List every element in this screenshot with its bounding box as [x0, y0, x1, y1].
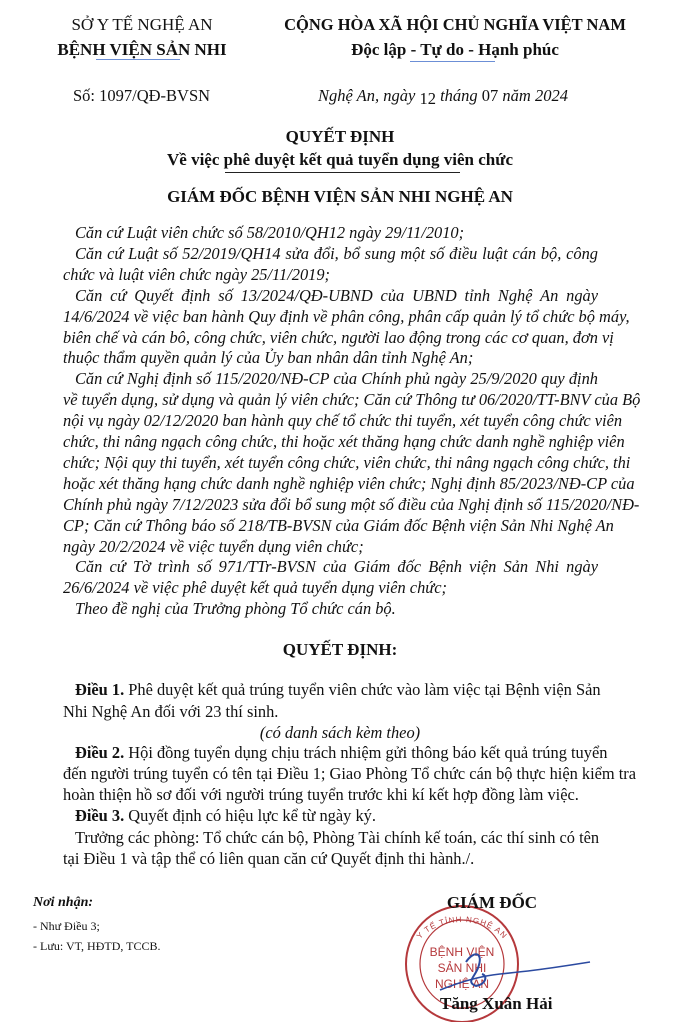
document-subject: Về việc phê duyệt kết quả tuyển dụng viên chức — [167, 150, 513, 169]
date-month-label: tháng — [440, 86, 478, 105]
signer-name: Tăng Xuân Hải — [440, 994, 553, 1013]
preamble-line: Căn cứ Luật viên chức số 58/2010/QH12 ngày 29/11/2010; — [75, 223, 465, 242]
document-type: QUYẾT ĐỊNH — [285, 127, 395, 146]
preamble-line: Căn cứ Nghị định số 115/2020/NĐ-CP của Chính phủ ngày 25/9/2020 quy định — [75, 369, 598, 389]
stamp-center-text — [430, 944, 495, 991]
svg-text:NGHỆ AN: NGHỆ AN — [434, 977, 490, 991]
issuing-authority: GIÁM ĐỐC BỆNH VIỆN SẢN NHI NGHỆ AN — [167, 187, 513, 206]
document-date — [318, 86, 568, 106]
preamble-line: Căn cứ Quyết định số 13/2024/QĐ-UBND của UBND tỉnh Nghệ An ngày — [75, 285, 598, 305]
article-1-text: Phê duyệt kết quả trúng tuyển viên chức vào làm việc tại Bệnh viện Sản — [128, 680, 601, 699]
recipients-heading: Nơi nhận: — [33, 895, 94, 910]
article-3-line-1 — [75, 806, 598, 826]
agency-name: SỞ Y TẾ NGHỆ AN — [71, 15, 213, 34]
article-2-line-1 — [75, 743, 608, 763]
svg-text:SẢN NHI: SẢN NHI — [437, 961, 487, 975]
article-1-line-1 — [75, 680, 601, 700]
national-title: CỘNG HÒA XÃ HỘI CHỦ NGHĨA VIỆT NAM — [284, 15, 626, 34]
preamble-line: ngày 20/2/2024 về việc tuyển dụng viên chức; — [63, 536, 364, 556]
article-3-text: Quyết định có hiệu lực kể từ ngày ký. — [128, 806, 376, 825]
preamble-line: Căn cứ Luật số 52/2019/QH14 sửa đổi, bổ sung một số điều luật cán bộ, công — [75, 243, 598, 263]
national-motto: Độc lập - Tự do - Hạnh phúc — [351, 40, 559, 59]
article-3-line-2: Trưởng các phòng: Tổ chức cán bộ, Phòng Tài chính kế toán, các thí sinh có tên — [75, 828, 600, 847]
preamble-line: Chính phủ ngày 7/12/2023 sửa đổi bổ sung một số điều của Nghị định số 115/2020/NĐ- — [63, 494, 640, 514]
decision-heading: QUYẾT ĐỊNH: — [282, 640, 398, 659]
date-prefix: Nghệ An, ngày — [318, 86, 416, 105]
preamble-line: biên chế và cán bô, công chức, viên chức, người lao động trong các cơ quan, đơn vị — [63, 327, 614, 347]
article-2-label: Điều 2. — [75, 743, 125, 762]
preamble-line: về tuyển dụng, sử dụng và quản lý viên chức; Căn cứ Thông tư 06/2020/TT-BNV của Bộ — [63, 390, 641, 410]
date-day: 12 — [419, 89, 436, 108]
preamble-line: chức và luật viên chức ngày 25/11/2019; — [63, 264, 330, 284]
article-1-note: (có danh sách kèm theo) — [259, 723, 421, 742]
preamble-line: thuộc thẩm quyền quản lý của Ủy ban nhân dân tỉnh Nghệ An; — [63, 348, 474, 368]
organization-name: BỆNH VIỆN SẢN NHI — [57, 40, 227, 59]
preamble-line: 14/6/2024 về việc ban hành Quy định về phân công, phân cấp quản lý tổ chức bộ máy, — [63, 306, 630, 326]
preamble-line: 26/6/2024 về việc phê duyệt kết quả tuyển dụng viên chức; — [63, 578, 447, 598]
svg-text:BỆNH VIỆN: BỆNH VIỆN — [429, 945, 495, 959]
preamble-line: nội vụ ngày 02/12/2020 ban hành quy chế tổ chức thi tuyển, xét tuyển công chức viên — [63, 411, 623, 431]
title-rule — [225, 172, 460, 173]
header-left-rule — [96, 59, 180, 60]
article-1-label: Điều 1. — [75, 680, 125, 699]
recipient-item: - Lưu: VT, HĐTD, TCCB. — [33, 939, 161, 953]
article-2-text: Hội đồng tuyển dụng chịu trách nhiệm gửi thông báo kết quả trúng tuyển — [128, 743, 608, 762]
stamp-ring-text: Y TẾ TỈNH NGHỆ AN — [414, 914, 510, 941]
article-2-line-2: đến người trúng tuyển có tên tại Điều 1; Giao Phòng Tổ chức cán bộ thực hiện kiểm tra — [63, 764, 637, 783]
preamble-line: Căn cứ Tờ trình số 971/TTr-BVSN của Giám đốc Bệnh viện Sản Nhi ngày — [75, 557, 598, 577]
article-3-label: Điều 3. — [75, 806, 125, 825]
preamble-line: CP; Căn cứ Thông báo số 218/TB-BVSN của Giám đốc Bệnh viện Sản Nhi Nghệ An — [63, 515, 614, 535]
preamble-line: hoặc xét thăng hạng chức danh nghề nghiệp viên chức; Nghị định 85/2023/NĐ-CP của — [63, 473, 635, 493]
date-year: năm 2024 — [502, 86, 568, 105]
recipient-item: - Như Điều 3; — [33, 919, 100, 933]
article-2-line-3: hoàn thiện hồ sơ đối với người trúng tuyển trước khi kí kết hợp đồng làm việc. — [63, 785, 579, 804]
preamble-line: Theo đề nghị của Trưởng phòng Tổ chức cán bộ. — [75, 599, 396, 619]
preamble-line: chức, thi nâng ngạch công chức, thi hoặc xét thăng hạng chức danh nghề nghiệp viên — [63, 432, 625, 451]
article-3-line-3: tại Điều 1 và tập thể có liên quan căn cứ Quyết định thi hành./. — [63, 849, 475, 868]
document-number: Số: 1097/QĐ-BVSN — [73, 86, 211, 105]
preamble-line: chức; Nội quy thi tuyển, xét tuyển công chức, viên chức, thi nâng ngạch công chức, thi — [63, 452, 631, 472]
signer-title: GIÁM ĐỐC — [446, 893, 538, 912]
article-1-line-2: Nhi Nghệ An đối với 23 thí sinh. — [63, 702, 279, 721]
header-right-rule — [410, 61, 495, 62]
date-month: 07 — [481, 86, 499, 105]
